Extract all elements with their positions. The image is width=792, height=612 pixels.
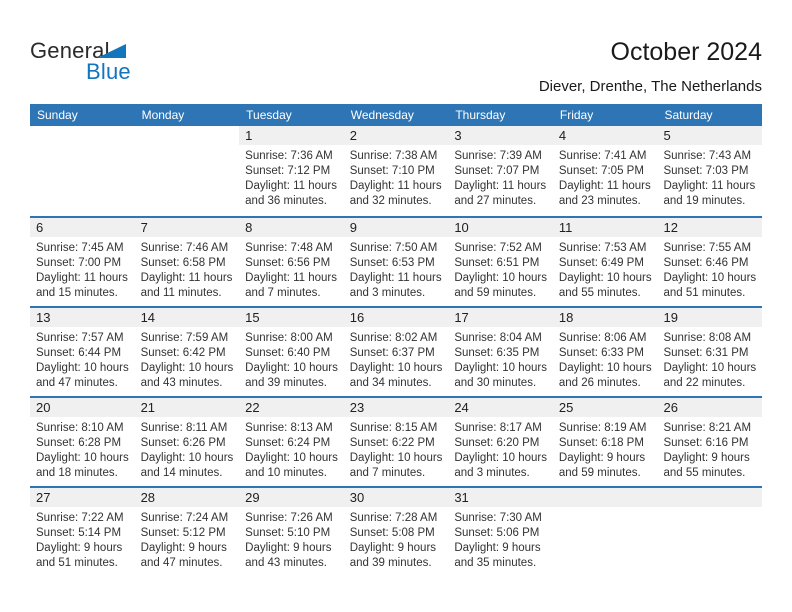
logo-text-general: General [30,38,110,63]
day-details [553,327,658,391]
day-number: 13 [30,308,135,327]
sunrise-text: Sunrise: 7:52 AM [454,242,542,254]
calendar-blank-cell [135,126,240,216]
calendar-day-cell [239,308,344,396]
day-details [657,417,762,481]
daylight-text: Daylight: 9 hours [558,452,646,464]
weekday-header-monday: Monday [141,108,185,122]
day-details [448,145,553,209]
general-blue-logo [30,36,170,86]
daylight-text: and 10 minutes. [245,467,327,479]
daylight-text: and 39 minutes. [245,377,327,389]
day-details [239,417,344,481]
daylight-text: and 11 minutes. [140,287,222,299]
sunset-text: Sunset: 6:31 PM [663,347,749,359]
day-number: 17 [448,308,553,327]
calendar-day-cell [344,126,449,216]
calendar-week-row [30,396,762,486]
calendar-day-cell [448,218,553,306]
sunset-text: Sunset: 6:37 PM [349,347,435,359]
sunset-text: Sunset: 7:05 PM [558,165,644,177]
day-details [239,237,344,301]
sunset-text: Sunset: 6:33 PM [558,347,644,359]
day-number [657,488,762,507]
day-details [448,417,553,481]
day-number: 7 [135,218,240,237]
calendar-day-cell [239,126,344,216]
calendar-week-row [30,306,762,396]
daylight-text: and 43 minutes. [245,557,327,569]
daylight-text: Daylight: 9 hours [663,452,750,464]
sunrise-text: Sunrise: 7:46 AM [140,242,229,254]
day-number: 15 [239,308,344,327]
daylight-text: Daylight: 11 hours [558,180,651,192]
day-details [239,327,344,391]
sunset-text: Sunset: 6:46 PM [663,257,749,269]
day-number: 22 [239,398,344,417]
sunset-text: Sunset: 6:44 PM [36,347,122,359]
calendar-week-row [30,126,762,216]
calendar-day-cell [553,126,658,216]
sunset-text: Sunset: 6:28 PM [36,437,122,449]
sunset-text: Sunset: 6:49 PM [558,257,644,269]
sunrise-text: Sunrise: 8:08 AM [663,332,752,344]
sunrise-text: Sunrise: 7:43 AM [663,150,752,162]
sunrise-text: Sunrise: 7:53 AM [558,242,647,254]
calendar-day-cell [30,398,135,486]
daylight-text: Daylight: 10 hours [454,452,548,464]
daylight-text: Daylight: 11 hours [245,180,337,192]
daylight-text: and 36 minutes. [245,195,327,207]
day-number: 30 [344,488,449,507]
calendar-table [30,104,762,576]
daylight-text: Daylight: 10 hours [663,362,757,374]
daylight-text: Daylight: 9 hours [140,542,227,554]
calendar-day-cell [553,398,658,486]
day-number [553,488,658,507]
sunset-text: Sunset: 6:40 PM [245,347,331,359]
sunset-text: Sunset: 6:18 PM [558,437,644,449]
day-number: 23 [344,398,449,417]
calendar-day-cell [448,126,553,216]
sunset-text: Sunset: 7:10 PM [349,165,435,177]
day-details [448,237,553,301]
sunrise-text: Sunrise: 8:21 AM [663,422,752,434]
weekday-header-tuesday: Tuesday [246,108,292,122]
weekday-header-wednesday: Wednesday [350,108,414,122]
sunset-text: Sunset: 6:26 PM [140,437,226,449]
calendar-day-cell [344,398,449,486]
weekday-header-row [30,104,762,126]
weekday-header-thursday: Thursday [455,108,506,122]
day-details [239,145,344,209]
day-details [239,507,344,571]
daylight-text: Daylight: 10 hours [558,362,652,374]
day-number: 18 [553,308,658,327]
daylight-text: Daylight: 10 hours [245,362,338,374]
day-number: 26 [657,398,762,417]
daylight-text: Daylight: 10 hours [454,362,548,374]
daylight-text: and 15 minutes. [36,287,118,299]
daylight-text: Daylight: 10 hours [349,452,443,464]
calendar-empty-cell [553,488,658,576]
daylight-text: and 51 minutes. [36,557,118,569]
page-title: October 2024 [610,38,762,66]
daylight-text: Daylight: 9 hours [349,542,437,554]
day-details [30,417,135,481]
sunrise-text: Sunrise: 8:11 AM [140,422,228,434]
day-details [344,507,449,571]
sunrise-text: Sunrise: 7:30 AM [454,512,542,524]
daylight-text: and 47 minutes. [140,557,223,569]
day-details [135,507,240,571]
weekday-header-friday: Friday [559,108,594,122]
calendar-day-cell [30,488,135,576]
day-details [657,145,762,209]
daylight-text: and 27 minutes. [454,195,537,207]
day-number: 3 [448,126,553,145]
sunrise-text: Sunrise: 7:50 AM [349,242,438,254]
daylight-text: Daylight: 10 hours [36,452,129,464]
daylight-text: and 47 minutes. [36,377,118,389]
sunset-text: Sunset: 6:35 PM [454,347,540,359]
daylight-text: Daylight: 11 hours [140,272,233,284]
sunset-text: Sunset: 6:53 PM [349,257,435,269]
daylight-text: Daylight: 11 hours [663,180,756,192]
daylight-text: and 39 minutes. [349,557,432,569]
daylight-text: and 7 minutes. [349,467,426,479]
calendar-titles [539,38,762,95]
calendar-week-row [30,216,762,306]
day-number: 9 [344,218,449,237]
day-number: 21 [135,398,240,417]
daylight-text: and 43 minutes. [140,377,223,389]
calendar-day-cell [30,218,135,306]
day-number: 31 [448,488,553,507]
calendar-day-cell [448,308,553,396]
daylight-text: Daylight: 9 hours [36,542,123,554]
day-details [135,237,240,301]
logo-text-blue: Blue [86,59,131,84]
sunrise-text: Sunrise: 7:24 AM [140,512,229,524]
day-number: 5 [657,126,762,145]
daylight-text: and 3 minutes. [349,287,426,299]
calendar-day-cell [239,488,344,576]
sunrise-text: Sunrise: 7:26 AM [245,512,333,524]
day-number: 16 [344,308,449,327]
daylight-text: Daylight: 11 hours [349,272,442,284]
calendar-day-cell [135,398,240,486]
daylight-text: and 32 minutes. [349,195,432,207]
daylight-text: Daylight: 10 hours [454,272,548,284]
sunset-text: Sunset: 7:12 PM [245,165,331,177]
sunrise-text: Sunrise: 7:41 AM [558,150,647,162]
weekday-header-saturday: Saturday [664,108,713,122]
day-details [448,507,553,571]
sunset-text: Sunset: 5:10 PM [245,527,331,539]
sunrise-text: Sunrise: 7:59 AM [140,332,229,344]
daylight-text: and 19 minutes. [663,195,746,207]
calendar-day-cell [657,126,762,216]
day-number: 28 [135,488,240,507]
calendar-day-cell [135,218,240,306]
daylight-text: Daylight: 10 hours [349,362,443,374]
daylight-text: and 34 minutes. [349,377,432,389]
calendar-day-cell [30,308,135,396]
daylight-text: and 18 minutes. [36,467,118,479]
sunset-text: Sunset: 6:58 PM [140,257,226,269]
daylight-text: and 7 minutes. [245,287,321,299]
calendar-day-cell [135,308,240,396]
day-details [135,417,240,481]
calendar-day-cell [657,308,762,396]
daylight-text: and 22 minutes. [663,377,746,389]
daylight-text: and 23 minutes. [558,195,641,207]
daylight-text: Daylight: 11 hours [245,272,337,284]
sunrise-text: Sunrise: 7:39 AM [454,150,542,162]
daylight-text: Daylight: 10 hours [36,362,129,374]
day-number: 10 [448,218,553,237]
sunset-text: Sunset: 6:22 PM [349,437,435,449]
day-number: 12 [657,218,762,237]
daylight-text: Daylight: 10 hours [140,362,234,374]
daylight-text: Daylight: 11 hours [454,180,547,192]
day-details [448,327,553,391]
daylight-text: and 59 minutes. [558,467,641,479]
day-details [135,327,240,391]
day-details [657,237,762,301]
day-number: 2 [344,126,449,145]
sunset-text: Sunset: 6:51 PM [454,257,540,269]
sunrise-text: Sunrise: 8:10 AM [36,422,124,434]
sunrise-text: Sunrise: 8:19 AM [558,422,647,434]
sunset-text: Sunset: 6:56 PM [245,257,331,269]
daylight-text: Daylight: 9 hours [245,542,332,554]
day-details [553,145,658,209]
day-number: 20 [30,398,135,417]
calendar-grid [30,126,762,576]
sunset-text: Sunset: 5:14 PM [36,527,122,539]
daylight-text: Daylight: 10 hours [558,272,652,284]
calendar-empty-cell [657,488,762,576]
calendar-day-cell [553,308,658,396]
day-number: 11 [553,218,658,237]
daylight-text: and 3 minutes. [454,467,530,479]
day-number: 29 [239,488,344,507]
day-details [344,417,449,481]
sunset-text: Sunset: 5:12 PM [140,527,226,539]
sunrise-text: Sunrise: 8:15 AM [349,422,438,434]
day-details [553,417,658,481]
day-number: 4 [553,126,658,145]
daylight-text: and 55 minutes. [663,467,746,479]
calendar-day-cell [344,308,449,396]
day-details [344,237,449,301]
sunrise-text: Sunrise: 8:04 AM [454,332,542,344]
daylight-text: and 14 minutes. [140,467,223,479]
sunrise-text: Sunrise: 7:38 AM [349,150,438,162]
calendar-day-cell [239,218,344,306]
calendar-day-cell [657,218,762,306]
sunrise-text: Sunrise: 8:02 AM [349,332,438,344]
day-details [657,327,762,391]
daylight-text: Daylight: 10 hours [245,452,338,464]
daylight-text: Daylight: 11 hours [349,180,442,192]
calendar-day-cell [448,398,553,486]
daylight-text: and 35 minutes. [454,557,537,569]
sunrise-text: Sunrise: 7:45 AM [36,242,124,254]
day-details [30,237,135,301]
sunset-text: Sunset: 7:03 PM [663,165,749,177]
sunset-text: Sunset: 5:06 PM [454,527,540,539]
sunrise-text: Sunrise: 7:36 AM [245,150,333,162]
daylight-text: and 55 minutes. [558,287,641,299]
sunrise-text: Sunrise: 8:06 AM [558,332,647,344]
sunrise-text: Sunrise: 8:13 AM [245,422,333,434]
sunrise-text: Sunrise: 7:22 AM [36,512,124,524]
sunrise-text: Sunrise: 8:17 AM [454,422,542,434]
calendar-day-cell [344,218,449,306]
day-number: 14 [135,308,240,327]
calendar-day-cell [135,488,240,576]
calendar-day-cell [448,488,553,576]
daylight-text: and 51 minutes. [663,287,746,299]
daylight-text: and 59 minutes. [454,287,537,299]
sunset-text: Sunset: 5:08 PM [349,527,435,539]
day-details [553,237,658,301]
day-details [30,507,135,571]
sunrise-text: Sunrise: 7:55 AM [663,242,752,254]
sunrise-text: Sunrise: 7:48 AM [245,242,333,254]
daylight-text: and 30 minutes. [454,377,537,389]
daylight-text: Daylight: 10 hours [140,452,234,464]
daylight-text: Daylight: 9 hours [454,542,541,554]
sunset-text: Sunset: 6:20 PM [454,437,540,449]
daylight-text: and 26 minutes. [558,377,641,389]
day-details [344,327,449,391]
sunset-text: Sunset: 7:07 PM [454,165,540,177]
day-number: 19 [657,308,762,327]
day-number: 24 [448,398,553,417]
daylight-text: Daylight: 10 hours [663,272,757,284]
page-subtitle: Diever, Drenthe, The Netherlands [538,78,762,95]
sunrise-text: Sunrise: 7:57 AM [36,332,124,344]
day-details [30,327,135,391]
sunset-text: Sunset: 7:00 PM [36,257,122,269]
day-details [344,145,449,209]
calendar-day-cell [657,398,762,486]
calendar-day-cell [553,218,658,306]
sunset-text: Sunset: 6:24 PM [245,437,331,449]
sunrise-text: Sunrise: 8:00 AM [245,332,333,344]
sunset-text: Sunset: 6:42 PM [140,347,226,359]
weekday-header-sunday: Sunday [37,108,78,122]
day-number: 1 [239,126,344,145]
day-number: 25 [553,398,658,417]
calendar-day-cell [344,488,449,576]
sunrise-text: Sunrise: 7:28 AM [349,512,438,524]
calendar-day-cell [239,398,344,486]
calendar-week-row [30,486,762,576]
calendar-blank-cell [30,126,135,216]
day-number: 27 [30,488,135,507]
sunset-text: Sunset: 6:16 PM [663,437,749,449]
day-number: 8 [239,218,344,237]
day-number: 6 [30,218,135,237]
daylight-text: Daylight: 11 hours [36,272,128,284]
